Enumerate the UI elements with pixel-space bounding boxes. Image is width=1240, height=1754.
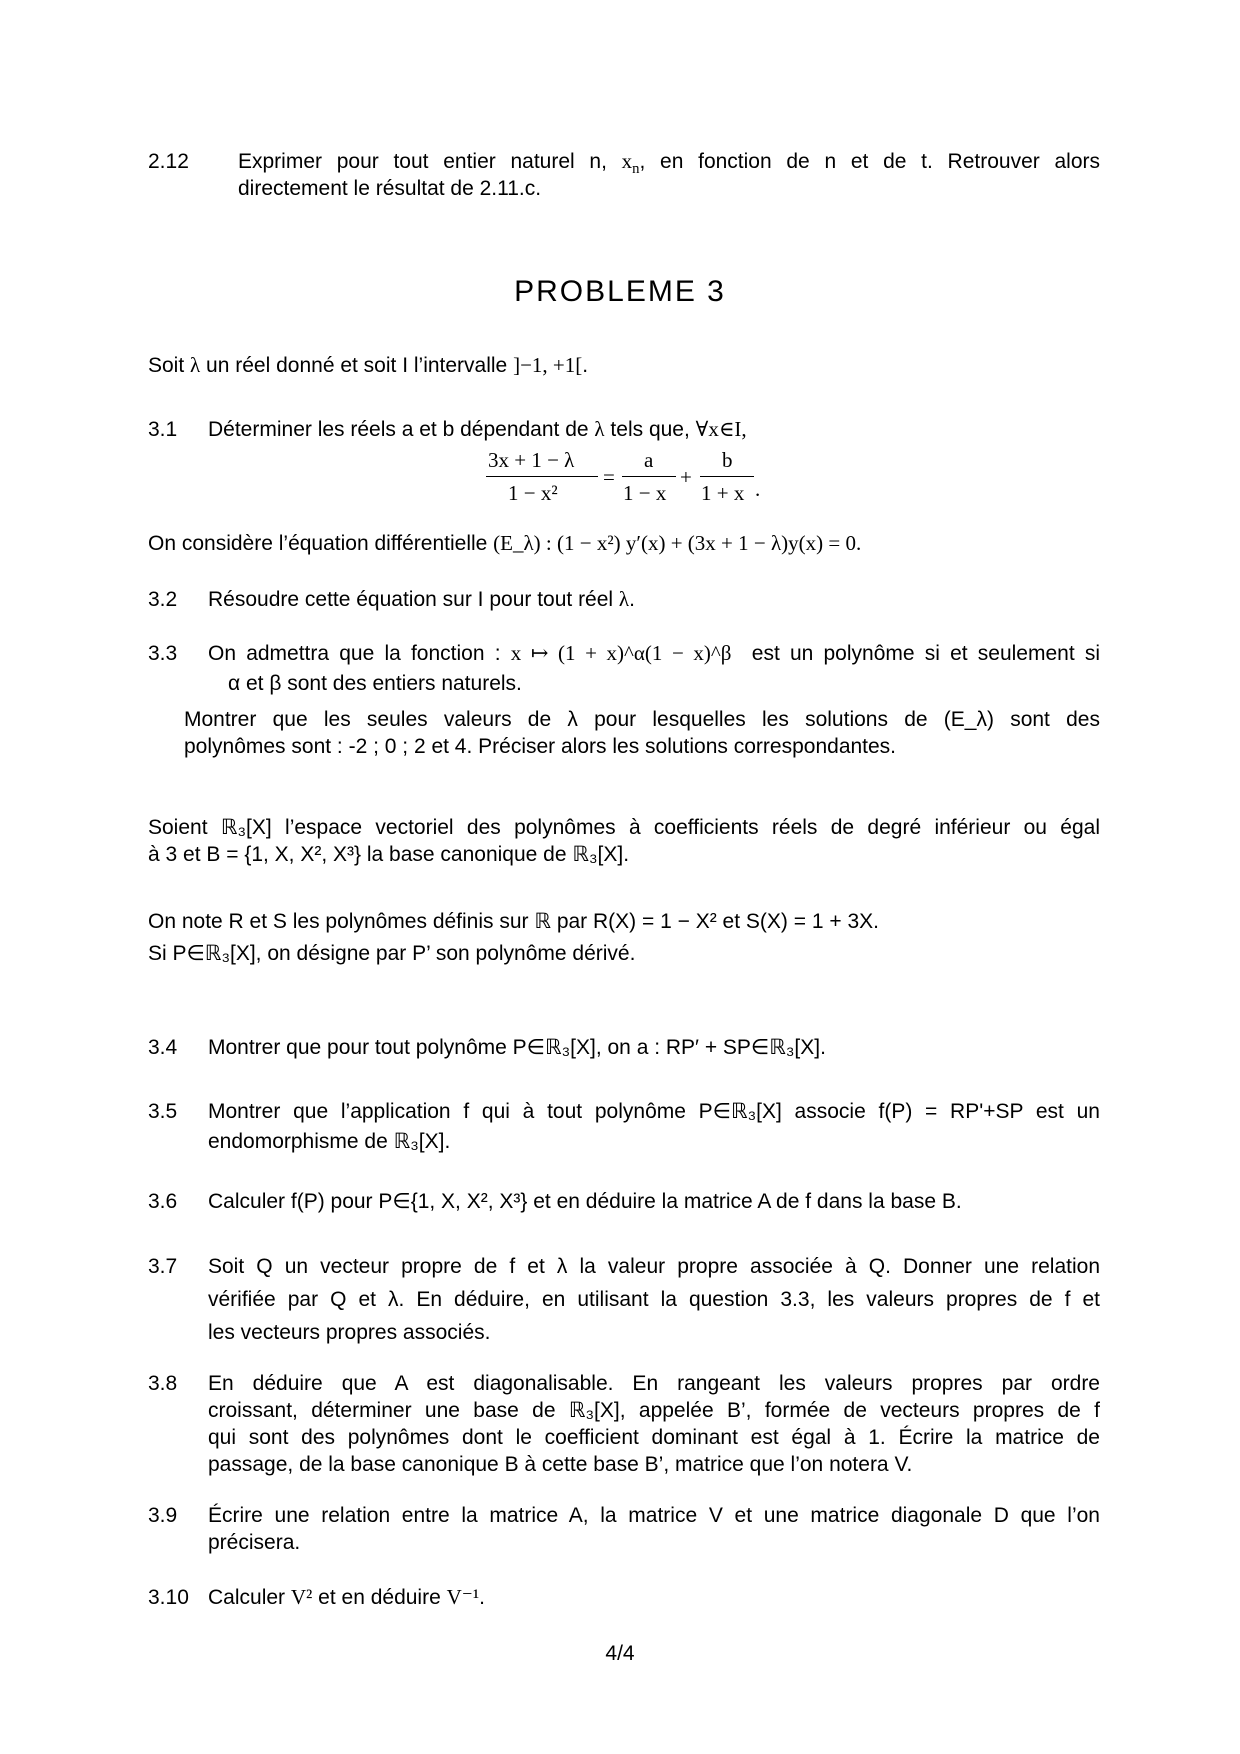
- question-line: vérifiée par Q et λ. En déduire, en utilisant la question 3.3, les valeurs propres de f et: [208, 1288, 1100, 1311]
- fraction-denominator: 1 − x²: [508, 481, 558, 505]
- question-line: Montrer que l’application f qui à tout polynôme P∈ℝ₃[X] associe f(P) = RP'+SP est un: [208, 1100, 1100, 1123]
- equals-sign: =: [603, 465, 615, 489]
- question-number: 2.12: [148, 150, 189, 173]
- question-3-2: [148, 586, 1100, 616]
- question-line: Écrire une relation entre la matrice A, la matrice V et une matrice diagonale D que l’on: [208, 1504, 1100, 1527]
- question-line: Montrer que les seules valeurs de λ pour lesquelles les solutions de (E_λ) sont des: [184, 708, 1100, 731]
- question-3-7: [148, 1250, 1100, 1350]
- question-number: 3.3: [148, 642, 178, 665]
- question-number: 3.4: [148, 1036, 178, 1059]
- fraction-numerator: 3x + 1 − λ: [488, 448, 575, 472]
- question-line: Calculer V² et en déduire V⁻¹.: [208, 1585, 485, 1609]
- question-line: Soit Q un vecteur propre de f et λ la valeur propre associée à Q. Donner une relation: [208, 1255, 1100, 1278]
- function-math: x ↦ (1 + x)^α(1 − x)^β: [510, 641, 732, 665]
- question-number: 3.8: [148, 1372, 178, 1395]
- fraction-numerator: b: [722, 448, 733, 472]
- question-number: 3.2: [148, 588, 178, 611]
- page-title: PROBLEME 3: [514, 275, 726, 308]
- question-3-9: [148, 1502, 1100, 1558]
- question-number: 3.7: [148, 1255, 178, 1278]
- polynomials-paragraph: [148, 906, 1100, 970]
- paragraph-line: On note R et S les polynômes définis sur ℝ par R(X) = 1 − X² et S(X) = 1 + 3X.: [148, 910, 879, 933]
- question-number: 3.9: [148, 1504, 178, 1527]
- math-xn: $x_n$: [621, 149, 640, 178]
- fraction-bar: [486, 476, 598, 477]
- plus-sign: +: [680, 465, 692, 489]
- question-line: On admettra que la fonction : x ↦ (1 + x)^α(1 − x)^β est un polynôme si et seulement si: [208, 641, 1100, 665]
- question-number: 3.5: [148, 1100, 178, 1123]
- period: .: [755, 477, 761, 501]
- question-line: qui sont des polynômes dont le coefficient dominant est égal à 1. Écrire la matrice de: [208, 1426, 1100, 1449]
- fraction-denominator: 1 − x: [623, 481, 667, 505]
- fraction-numerator: a: [644, 448, 654, 472]
- question-line: précisera.: [208, 1531, 301, 1554]
- question-line: En déduire que A est diagonalisable. En rangeant les valeurs propres par ordre: [208, 1372, 1100, 1395]
- question-3-1: [148, 416, 1100, 446]
- question-3-6: [148, 1188, 1100, 1218]
- ode-math: (E_λ) : (1 − x²) y′(x) + (3x + 1 − λ)y(x) = 0.: [493, 531, 862, 555]
- question-line: α et β sont des entiers naturels.: [228, 672, 522, 695]
- question-line: passage, de la base canonique B à cette base B’, matrice que l’on notera V.: [208, 1453, 913, 1476]
- question-3-4: [148, 1034, 1100, 1064]
- question-number: 3.10: [148, 1586, 189, 1609]
- question-line: endomorphisme de ℝ₃[X].: [208, 1130, 451, 1153]
- paragraph-line: Si P∈ℝ₃[X], on désigne par P’ son polynôme dérivé.: [148, 942, 636, 965]
- question-line: Calculer f(P) pour P∈{1, X, X², X³} et en déduire la matrice A de f dans la base B.: [208, 1190, 962, 1213]
- question-3-10: [148, 1584, 1100, 1614]
- fraction-bar: [700, 476, 754, 477]
- ode-statement: On considère l’équation différentielle (E_λ) : (1 − x²) y′(x) + (3x + 1 − λ)y(x) = 0.: [148, 531, 862, 555]
- question-line: Résoudre cette équation sur I pour tout réel λ.: [208, 587, 635, 611]
- question-line: directement le résultat de 2.11.c.: [238, 177, 542, 200]
- question-3-3: [148, 640, 1100, 770]
- question-line: Déterminer les réels a et b dépendant de λ tels que, ∀x∈I,: [208, 417, 747, 441]
- fraction-bar: [622, 476, 676, 477]
- question-2-12: [148, 148, 1100, 208]
- paragraph-line: Soient ℝ₃[X] l’espace vectoriel des polynômes à coefficients réels de degré inférieur ou égal: [148, 816, 1100, 839]
- question-line: croissant, déterminer une base de ℝ₃[X], appelée B’, formée de vecteurs propres de f: [208, 1399, 1100, 1422]
- vector-space-paragraph: [148, 814, 1100, 868]
- question-number: 3.6: [148, 1190, 178, 1213]
- page-number: 4/4: [605, 1642, 635, 1665]
- question-line: polynômes sont : -2 ; 0 ; 2 et 4. Préciser alors les solutions correspondantes.: [184, 735, 897, 758]
- intro-text: Soit λ un réel donné et soit I l’intervalle ]−1, +1[.: [148, 353, 589, 377]
- question-line: les vecteurs propres associés.: [208, 1321, 491, 1344]
- question-3-5: [148, 1097, 1100, 1157]
- question-3-8: [148, 1370, 1100, 1480]
- question-line: Montrer que pour tout polynôme P∈ℝ₃[X], on a : RP′ + SP∈ℝ₃[X].: [208, 1036, 826, 1059]
- question-line: Exprimer pour tout entier naturel n, $x_n$, en fonction de n et de t. Retrouver alors: [238, 149, 1100, 178]
- fraction-denominator: 1 + x: [701, 481, 745, 505]
- paragraph-line: à 3 et B = {1, X, X², X³} la base canonique de ℝ₃[X].: [148, 843, 630, 866]
- question-number: 3.1: [148, 418, 178, 441]
